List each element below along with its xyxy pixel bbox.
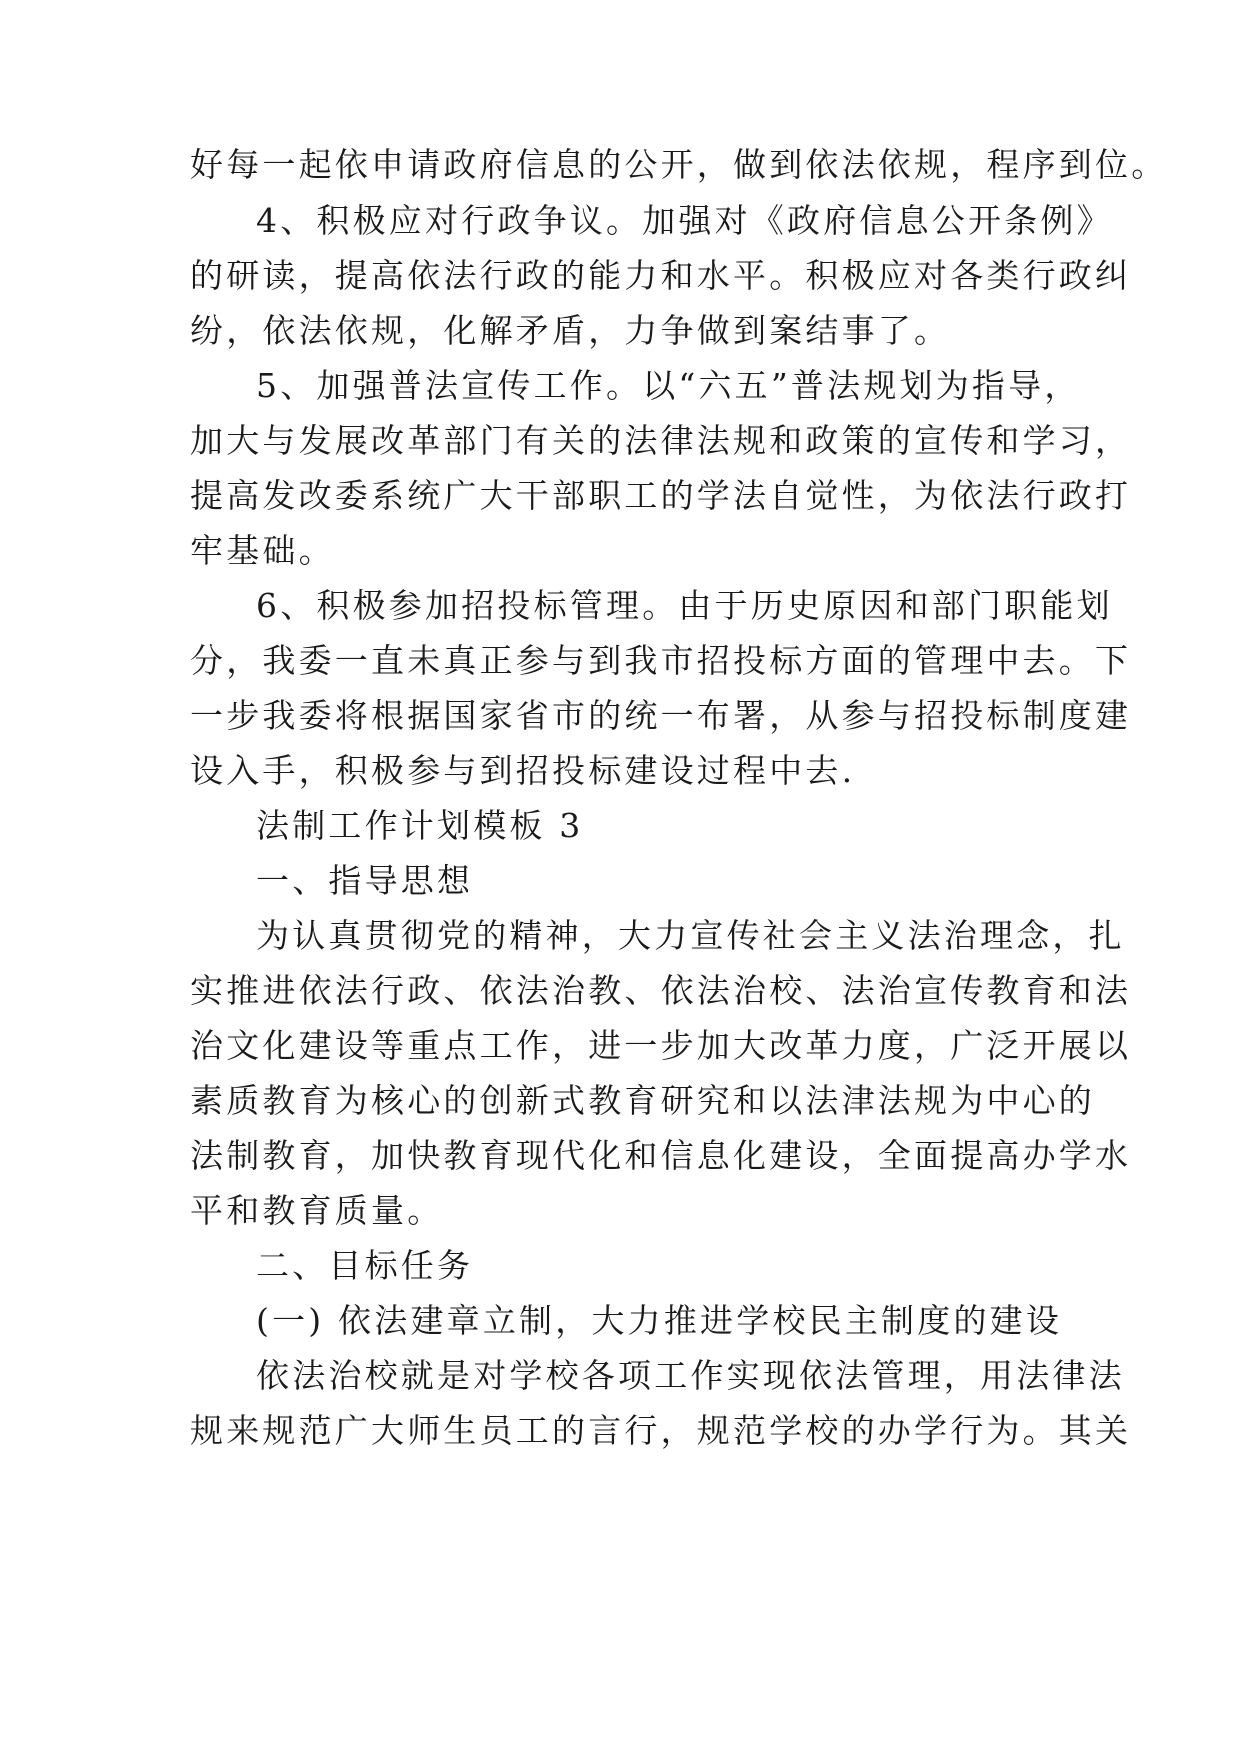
heading: 一、指导思想 [256, 861, 474, 900]
text-line: 实推进依法行政、依法治教、依法治校、法治宣传教育和法 [190, 971, 1132, 1010]
section-title: 法制工作计划模板 3 [256, 806, 584, 845]
heading: 二、目标任务 [256, 1246, 474, 1285]
subheading: (一) 依法建章立制，大力推进学校民主制度的建设 [256, 1301, 1063, 1340]
text-line: 设入手，积极参与到招投标建设过程中去. [190, 751, 856, 790]
text-line: 素质教育为核心的创新式教育研究和以法津法规为中心的 [190, 1081, 1095, 1120]
text-line: 一步我委将根据国家省市的统一布署，从参与招投标制度建 [190, 696, 1132, 735]
text-line: 依法治校就是对学校各项工作实现依法管理，用法律法 [256, 1356, 1125, 1395]
text-line: 5、加强普法宣传工作。以“六五”普法规划为指导， [256, 366, 1081, 405]
text-line: 的研读，提高依法行政的能力和水平。积极应对各类行政纠 [190, 256, 1132, 295]
text-line: 好每一起依申请政府信息的公开，做到依法依规，程序到位。 [190, 145, 1168, 184]
text-line: 规来规范广大师生员工的言行，规范学校的办学行为。其关 [190, 1411, 1132, 1450]
text-line: 提高发改委系统广大干部职工的学法自觉性，为依法行政打 [190, 476, 1132, 515]
text-line: 牢基础。 [190, 531, 335, 570]
text-line: 分，我委一直未真正参与到我市招投标方面的管理中去。下 [190, 641, 1132, 680]
text-line: 为认真贯彻党的精神，大力宣传社会主义法治理念，扎 [256, 916, 1125, 955]
text-line: 4、积极应对行政争议。加强对《政府信息公开条例》 [256, 201, 1113, 240]
text-line: 6、积极参加招投标管理。由于历史原因和部门职能划 [256, 586, 1113, 625]
text-line: 平和教育质量。 [190, 1191, 444, 1230]
text-line: 治文化建设等重点工作，进一步加大改革力度，广泛开展以 [190, 1026, 1132, 1065]
text-line: 加大与发展改革部门有关的法律法规和政策的宣传和学习， [190, 421, 1132, 460]
text-line: 法制教育，加快教育现代化和信息化建设，全面提高办学水 [190, 1136, 1132, 1175]
text-line: 纷，依法依规，化解矛盾，力争做到案结事了。 [190, 311, 951, 350]
